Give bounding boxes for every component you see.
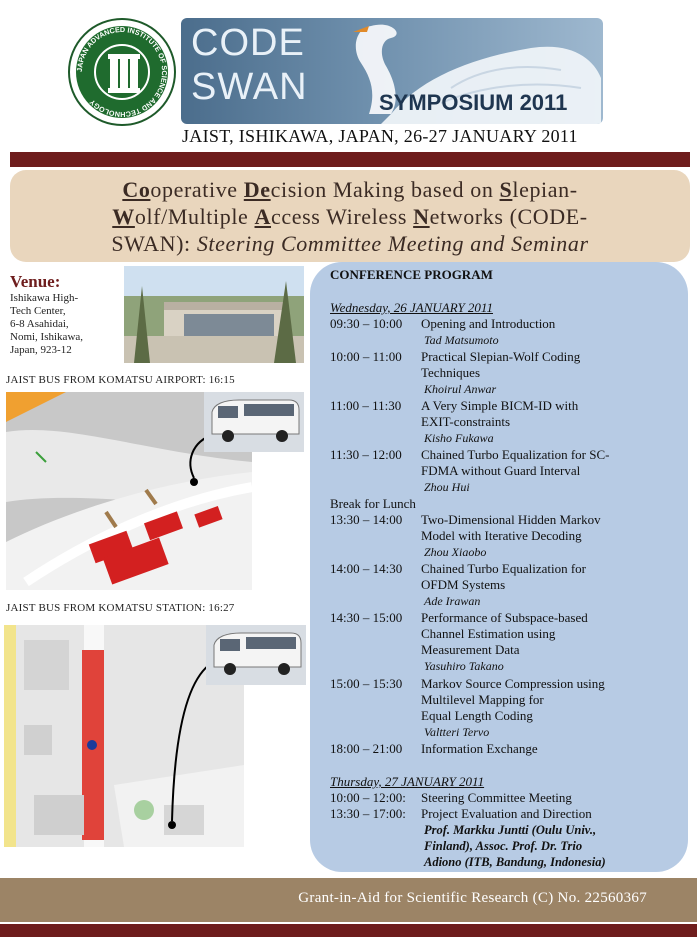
session-title: Chained Turbo Equalization for (421, 561, 587, 576)
bus-photo-airport (204, 392, 304, 452)
logo-ring-text (70, 20, 174, 124)
svg-text:JAPAN ADVANCED INSTITUTE OF SC: JAPAN ADVANCED INSTITUTE OF SCIENCE AND TECHNOLOGY (74, 24, 170, 120)
program-heading: CONFERENCE PROGRAM (330, 267, 493, 282)
session-speakers: Prof. Markku Juntti (Oulu Univ., (424, 823, 597, 837)
session-speakers: Adiono (ITB, Bandung, Indonesia) (424, 855, 606, 869)
session-speaker: Ade Irawan (424, 594, 481, 608)
session-title: Information Exchange (421, 741, 538, 756)
session-title-cont: Measurement Data (421, 642, 520, 657)
banner-swan-text: SWAN (191, 66, 308, 108)
session-speaker: Zhou Xiaobo (424, 545, 487, 559)
session-title: Steering Committee Meeting (421, 790, 572, 805)
session-time: 15:00 – 15:30 (330, 676, 403, 691)
session-title: Performance of Subspace-based (421, 610, 588, 625)
session-title-cont: EXIT-constraints (421, 414, 511, 429)
session-title-cont: Techniques (421, 365, 481, 380)
session-title: Two-Dimensional Hidden Markov (421, 512, 601, 527)
session-speaker: Kisho Fukawa (424, 431, 494, 445)
footer-bar (0, 878, 697, 922)
venue-heading: Venue: (10, 272, 61, 291)
title-box (10, 170, 690, 262)
jaist-logo (68, 18, 176, 126)
grant-text: Grant-in-Aid for Scientific Research (C) No. 22560367 (298, 890, 647, 906)
title-line-3: SWAN): Steering Committee Meeting and Seminar (111, 231, 589, 256)
session-title-cont: Multilevel Mapping for (421, 692, 544, 707)
bus-from-airport-label: JAIST BUS FROM KOMATSU AIRPORT: 16:15 (6, 374, 235, 386)
session-title: A Very Simple BICM-ID with (421, 398, 579, 413)
session-title-cont: Channel Estimation using (421, 626, 556, 641)
session-speaker: Khoirul Anwar (424, 382, 497, 396)
session-title-cont: OFDM Systems (421, 577, 506, 592)
session-time: 10:00 – 12:00: (330, 790, 406, 805)
session-title-cont: Equal Length Coding (421, 708, 533, 723)
day-2-heading: Thursday, 27 JANUARY 2011 (330, 774, 485, 789)
banner-symposium-text: SYMPOSIUM 2011 (379, 90, 568, 115)
session-speaker: Tad Matsumoto (424, 333, 499, 347)
session-speaker: Valtteri Tervo (424, 725, 490, 739)
day-1-heading: Wednesday, 26 JANUARY 2011 (330, 300, 493, 315)
session-time: 14:00 – 14:30 (330, 561, 403, 576)
session-time: 18:00 – 21:00 (330, 741, 403, 756)
title-line-2: Wolf/Multiple Access Wireless Networks (CODE- (112, 204, 588, 229)
bus-photo-station (206, 625, 306, 685)
code-swan-banner (181, 18, 603, 124)
session-title-cont: Model with Iterative Decoding (421, 528, 582, 543)
session-time: 13:30 – 17:00: (330, 806, 406, 821)
top-divider-bar (10, 152, 690, 167)
banner-code-text: CODE (191, 22, 305, 64)
session-time: 10:00 – 11:00 (330, 349, 402, 364)
session-title: Opening and Introduction (421, 316, 556, 331)
session-speaker: Zhou Hui (424, 480, 470, 494)
session-time: 11:30 – 12:00 (330, 447, 402, 462)
session-time: 11:00 – 11:30 (330, 398, 402, 413)
session-time: 13:30 – 14:00 (330, 512, 403, 527)
bottom-divider-bar (0, 924, 697, 937)
session-speakers: Finland), Assoc. Prof. Dr. Trio (424, 839, 583, 853)
session-time: 09:30 – 10:00 (330, 316, 403, 331)
venue-address: Ishikawa High- Tech Center, 6-8 Asahidai, Nomi, Ishikawa, Japan, 923-12 (10, 292, 84, 356)
session-time: 14:30 – 15:00 (330, 610, 403, 625)
lunch-break: Break for Lunch (330, 496, 416, 511)
bus-from-station-label: JAIST BUS FROM KOMATSU STATION: 16:27 (6, 602, 235, 614)
title-line-1: Cooperative Decision Making based on Slepian- (122, 177, 578, 202)
session-title: Project Evaluation and Direction (421, 806, 592, 821)
session-title-cont: FDMA without Guard Interval (421, 463, 581, 478)
event-location: JAIST, ISHIKAWA, JAPAN, 26-27 JANUARY 2011 (182, 126, 578, 146)
session-title: Practical Slepian-Wolf Coding (421, 349, 581, 364)
session-title: Chained Turbo Equalization for SC- (421, 447, 610, 462)
session-speaker: Yasuhiro Takano (424, 659, 504, 673)
venue-building-photo (124, 266, 304, 363)
session-title: Markov Source Compression using (421, 676, 605, 691)
